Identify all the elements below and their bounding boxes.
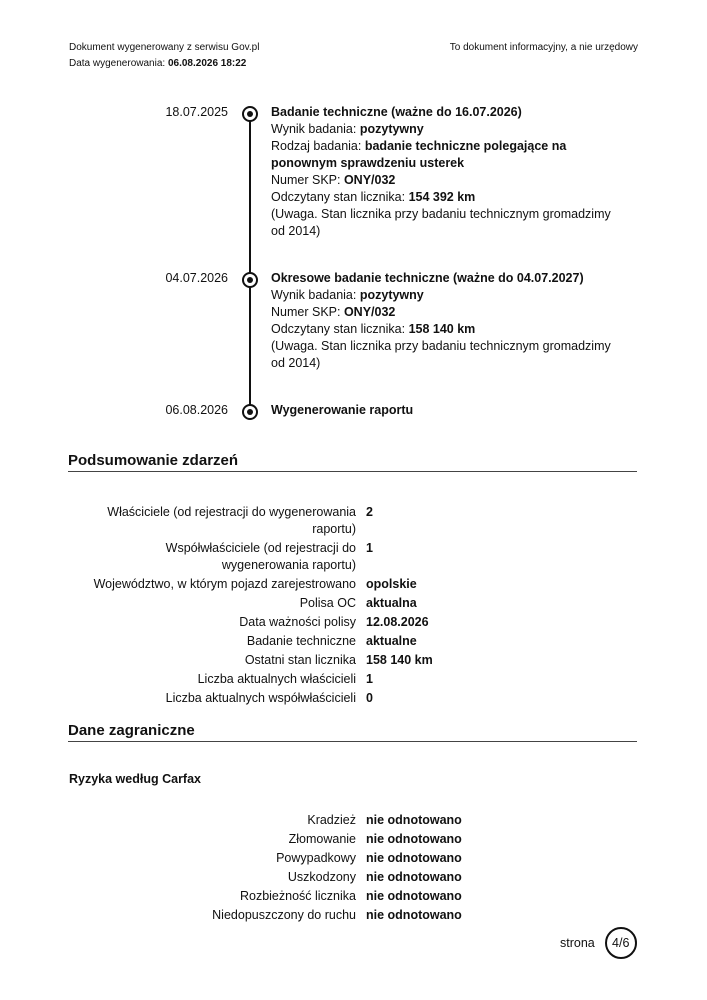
row-value: nie odnotowano bbox=[366, 870, 462, 884]
row-value: 2 bbox=[366, 505, 373, 519]
row-label: Badanie techniczne bbox=[246, 634, 356, 648]
disclaimer-text: To dokument informacyjny, a nie urzędowy bbox=[449, 42, 638, 53]
page-label: strona bbox=[560, 936, 595, 950]
row-label: Polisa OC bbox=[299, 596, 356, 610]
carfax-table bbox=[0, 812, 707, 926]
document-header bbox=[69, 40, 638, 72]
summary-row bbox=[0, 690, 707, 707]
summary-row bbox=[0, 652, 707, 669]
timeline-dot-icon bbox=[242, 272, 258, 288]
timeline-details bbox=[271, 270, 616, 372]
event-title: Badanie techniczne (ważne do 16.07.2026) bbox=[271, 105, 522, 119]
risk-row bbox=[0, 812, 707, 829]
row-value: aktualna bbox=[366, 596, 417, 610]
summary-row bbox=[0, 671, 707, 688]
generated-value: 06.08.2026 18:22 bbox=[167, 58, 247, 69]
row-value: 1 bbox=[366, 541, 373, 555]
row-value: 0 bbox=[366, 691, 373, 705]
skp-line: Numer SKP: ONY/032 bbox=[271, 305, 396, 319]
row-label: Data ważności polisy bbox=[239, 615, 356, 629]
risk-row bbox=[0, 850, 707, 867]
timeline-details bbox=[271, 402, 616, 419]
row-label: Kradzież bbox=[307, 813, 356, 827]
skp-line: Numer SKP: ONY/032 bbox=[271, 173, 396, 187]
summary-row bbox=[0, 540, 707, 574]
type-line: Rodzaj badania: badanie techniczne polegające na ponownym sprawdzeniu usterek bbox=[271, 139, 567, 170]
timeline-line bbox=[249, 114, 251, 414]
result-line: Wynik badania: pozytywny bbox=[271, 122, 424, 136]
page-number: 4/6 bbox=[605, 927, 637, 959]
summary-row bbox=[0, 595, 707, 612]
page-footer bbox=[560, 927, 637, 959]
event-timeline bbox=[0, 104, 707, 426]
row-value: nie odnotowano bbox=[366, 889, 462, 903]
risk-row bbox=[0, 888, 707, 905]
risk-row bbox=[0, 831, 707, 848]
timeline-dot-icon bbox=[242, 404, 258, 420]
row-label: Właściciele (od rejestracji do wygenerowania raportu) bbox=[107, 505, 356, 536]
row-value: 12.08.2026 bbox=[366, 615, 429, 629]
note-line: (Uwaga. Stan licznika przy badaniu technicznym gromadzimy od 2014) bbox=[271, 339, 611, 370]
timeline-date: 06.08.2026 bbox=[165, 403, 228, 417]
carfax-subtitle: Ryzyka według Carfax bbox=[69, 772, 201, 786]
generated-label: Data wygenerowania: bbox=[69, 58, 166, 69]
timeline-date: 18.07.2025 bbox=[165, 105, 228, 119]
row-value: nie odnotowano bbox=[366, 813, 462, 827]
foreign-section-title: Dane zagraniczne bbox=[68, 722, 637, 742]
row-label: Uszkodzony bbox=[287, 870, 356, 884]
row-label: Współwłaściciele (od rejestracji do wygenerowania raportu) bbox=[165, 541, 356, 572]
row-label: Województwo, w którym pojazd zarejestrowano bbox=[93, 577, 356, 591]
event-title: Wygenerowanie raportu bbox=[271, 403, 414, 417]
source-text: Dokument wygenerowany z serwisu Gov.pl bbox=[69, 42, 260, 53]
summary-row bbox=[0, 504, 707, 538]
row-label: Powypadkowy bbox=[276, 851, 356, 865]
risk-row bbox=[0, 907, 707, 924]
summary-row bbox=[0, 576, 707, 593]
summary-row bbox=[0, 614, 707, 631]
result-line: Wynik badania: pozytywny bbox=[271, 288, 424, 302]
row-label: Złomowanie bbox=[288, 832, 356, 846]
summary-row bbox=[0, 633, 707, 650]
note-line: (Uwaga. Stan licznika przy badaniu technicznym gromadzimy od 2014) bbox=[271, 207, 611, 238]
timeline-dot-icon bbox=[242, 106, 258, 122]
odometer-line: Odczytany stan licznika: 154 392 km bbox=[271, 190, 476, 204]
row-label: Liczba aktualnych współwłaścicieli bbox=[165, 691, 356, 705]
row-value: 158 140 km bbox=[366, 653, 433, 667]
row-label: Ostatni stan licznika bbox=[244, 653, 356, 667]
timeline-details bbox=[271, 104, 616, 240]
row-value: nie odnotowano bbox=[366, 851, 462, 865]
row-value: aktualne bbox=[366, 634, 417, 648]
row-label: Liczba aktualnych właścicieli bbox=[197, 672, 356, 686]
row-value: opolskie bbox=[366, 577, 417, 591]
row-label: Rozbieżność licznika bbox=[239, 889, 356, 903]
generated-date bbox=[69, 56, 246, 72]
row-value: 1 bbox=[366, 672, 373, 686]
odometer-line: Odczytany stan licznika: 158 140 km bbox=[271, 322, 476, 336]
summary-section-title: Podsumowanie zdarzeń bbox=[68, 452, 637, 472]
summary-table bbox=[0, 504, 707, 709]
timeline-date: 04.07.2026 bbox=[165, 271, 228, 285]
risk-row bbox=[0, 869, 707, 886]
row-value: nie odnotowano bbox=[366, 832, 462, 846]
event-title: Okresowe badanie techniczne (ważne do 04.07.2027) bbox=[271, 271, 584, 285]
row-label: Niedopuszczony do ruchu bbox=[212, 908, 356, 922]
row-value: nie odnotowano bbox=[366, 908, 462, 922]
